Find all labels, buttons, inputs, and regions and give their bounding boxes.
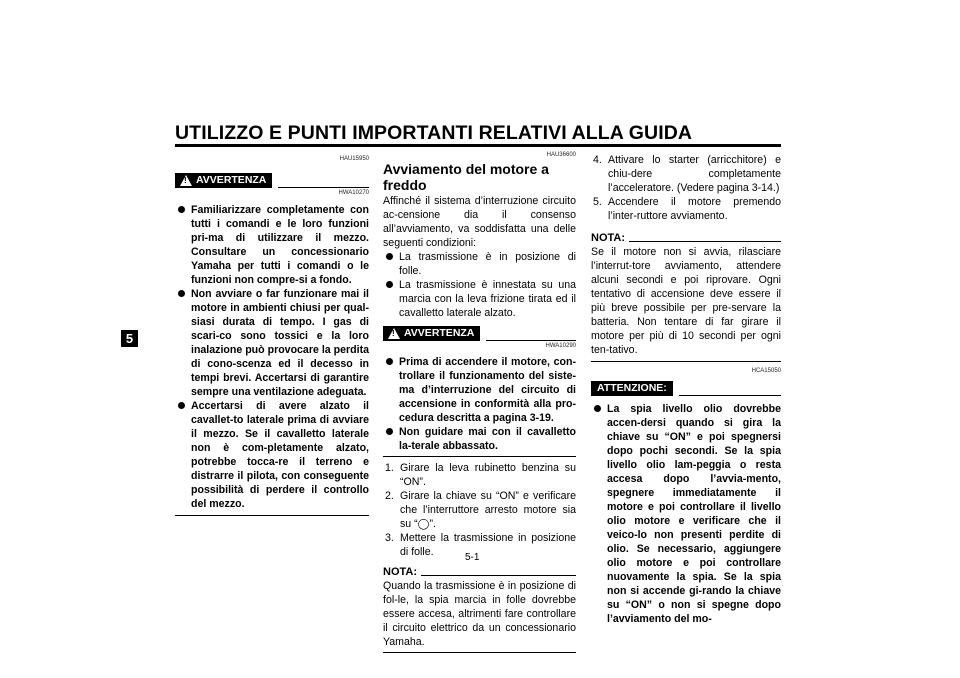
warning-list <box>383 355 576 453</box>
section-rule <box>175 515 369 516</box>
bullet-icon <box>386 281 393 288</box>
column-1 <box>175 156 369 516</box>
ref-code: HWA10270 <box>338 190 369 196</box>
section-tab: 5 <box>121 330 138 347</box>
bullet-icon <box>386 358 393 365</box>
list-item: Accertarsi di avere alzato il cavallet-to laterale prima di avviare il mezzo. Se il cavalletto laterale non è com-pletamente alzato, potrebbe tocca-re il terreno e distrarre il pilota, con conseguente possibilità di perdere il controllo del mezzo. <box>175 399 369 511</box>
warning-list <box>175 203 369 511</box>
step-item: 2. Girare la chiave su “ON” e verificare che l’interruttore arresto motore sia su “◯”. <box>385 490 576 530</box>
note-text: Se il motore non si avvia, rilasciare l’interrut-tore avviamento, attendere alcuni secondi e poi riprovare. Ogni tentativo di accensione deve essere il più breve possibile per pre-servare la batteria. Non tentare di far girare il motore per più di 10 secondi per ogni ten-tativo. <box>591 246 781 356</box>
page-title: UTILIZZO E PUNTI IMPORTANTI RELATIVI ALLA GUIDA <box>175 122 693 144</box>
warning-badge <box>175 173 272 188</box>
ref-code: HAU15950 <box>339 156 369 162</box>
section-rule <box>383 652 576 653</box>
warning-header <box>175 171 369 188</box>
attention-badge: ATTENZIONE: <box>591 381 673 396</box>
attention-list <box>591 402 781 626</box>
list-item: La spia livello olio dovrebbe accen-dersi quando si gira la chiave su “ON” e poi spegnersi dopo pochi secondi. Se la spia livello olio lam-peggia o resta accesa dopo l’avvia-mento, spegnere immediatamente il motore e poi controllare il livello olio motore e verificare che il veico-lo non presenti perdite di olio. Se necessario, aggiungere olio motore e poi controllare nuovamente la spia. Se la spia non si accende gi-rando la chiave su “ON” o non si spegne dopo l’avviamento del mo- <box>591 402 781 626</box>
bullet-icon <box>178 402 185 409</box>
section-heading: Avviamento del motore a freddo <box>383 161 549 193</box>
note-label: NOTA: <box>383 566 418 578</box>
warning-icon: ! <box>180 175 192 186</box>
title-rule <box>175 144 781 147</box>
attention-header <box>591 379 781 396</box>
bullet-icon <box>386 253 393 260</box>
steps-list <box>383 461 576 559</box>
warning-rule <box>486 340 576 341</box>
note-text: Quando la trasmissione è in posizione di fol-le, la spia marcia in folle dovrebbe essere accesa, altrimenti fare controllare il circuito elettrico da un concessionario Yamaha. <box>383 580 576 648</box>
warning-label: AVVERTENZA <box>404 327 475 339</box>
page-number: 5-1 <box>465 552 480 563</box>
warning-rule <box>278 187 369 188</box>
list-item: La trasmissione è innestata su una marcia con la leva frizione tirata ed il cavalletto laterale alzato. <box>383 278 576 320</box>
ref-code: HWA10290 <box>545 343 576 349</box>
bullet-icon <box>178 206 185 213</box>
condition-list <box>383 250 576 320</box>
section-rule <box>591 361 781 362</box>
bullet-icon <box>594 405 601 412</box>
intro-text: Affinché il sistema d’interruzione circuito ac-censione dia il consenso all’avviamento, va soddisfatta una delle seguenti condizioni: <box>383 195 576 249</box>
bullet-icon <box>178 290 185 297</box>
list-item: Non avviare o far funzionare mai il motore in ambienti chiusi per qual-siasi durata di tempo. I gas di scari-co sono tossici e la loro inalazione può provocare la perdita di cono-scenza ed il decesso in tempi brevi. Accertarsi di garantire sempre una ventilazione adeguata. <box>175 287 369 399</box>
list-item: Familiarizzare completamente con tutti i comandi e le loro funzioni pri-ma di utilizzare il mezzo. Consultare un concessionario Yamaha per tutti i comandi o le funzioni non compre-si a fondo. <box>175 203 369 287</box>
note-label: NOTA: <box>591 232 626 244</box>
list-item: Non guidare mai con il cavalletto la-terale abbassato. <box>383 425 576 453</box>
step-item: 3. Mettere la trasmissione in posizione di folle. <box>385 532 576 558</box>
warning-label: AVVERTENZA <box>196 174 267 186</box>
warning-icon: ! <box>388 328 400 339</box>
column-2 <box>383 152 576 653</box>
column-3 <box>591 153 781 626</box>
list-item: La trasmissione è in posizione di folle. <box>383 250 576 278</box>
step-item: 4. Attivare lo starter (arricchitore) e chiu-dere completamente l’acceleratore. (Vedere pagina 3-14.) <box>593 154 781 194</box>
section-rule <box>383 456 576 457</box>
ref-code: HCA15050 <box>751 368 781 374</box>
warning-header <box>383 324 576 341</box>
note-rule <box>421 575 576 576</box>
note-header <box>591 231 781 245</box>
note-rule <box>629 241 781 242</box>
list-item: Prima di accendere il motore, con-trollare il funzionamento del siste-ma d’interruzione del circuito di accensione in conformità alla pro-cedura descritta a pagina 3-19. <box>383 355 576 425</box>
step-item: 1. Girare la leva rubinetto benzina su “ON”. <box>385 462 576 488</box>
note-header <box>383 565 576 579</box>
steps-list <box>591 153 781 223</box>
attention-rule <box>679 395 781 396</box>
ref-code: HAU36600 <box>546 152 576 158</box>
step-item: 5. Accendere il motore premendo l’inter-ruttore avviamento. <box>593 196 781 222</box>
warning-badge <box>383 326 480 341</box>
bullet-icon <box>386 428 393 435</box>
